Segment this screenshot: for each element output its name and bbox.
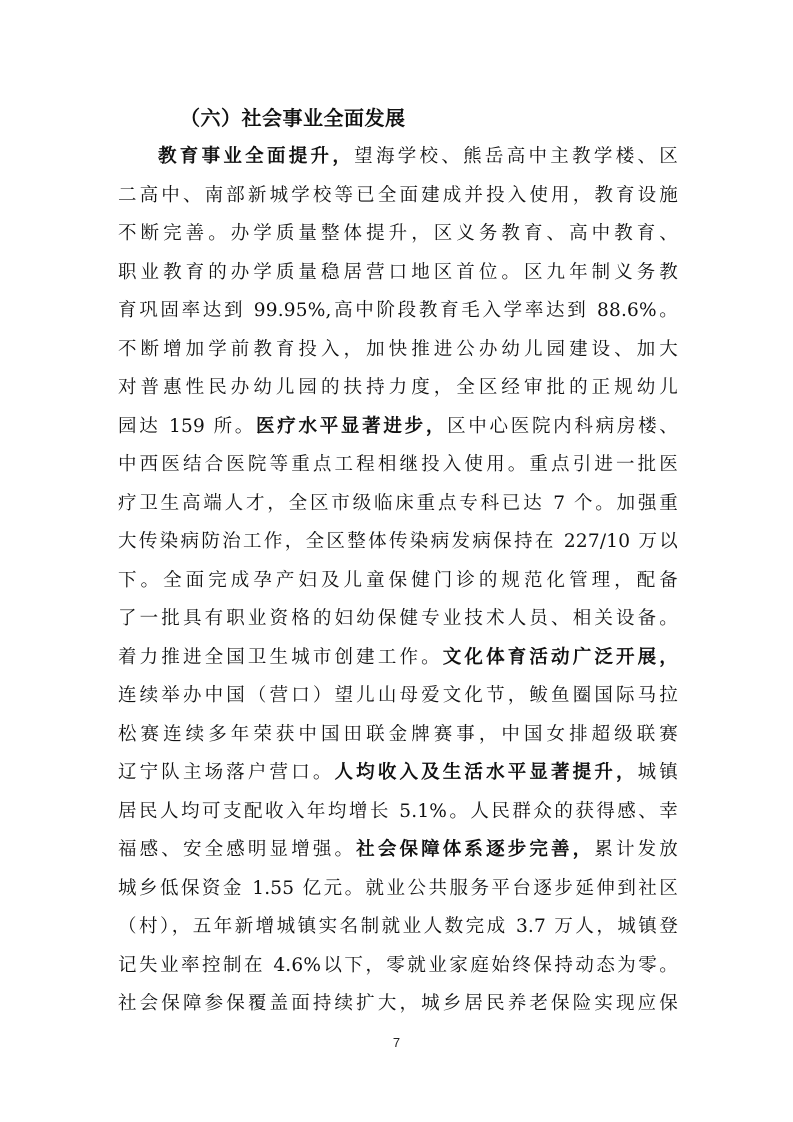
bold-phrase: 文化体育活动广泛开展，	[442, 646, 678, 668]
text-run: 居民人均可支配收入年均增长 5.1%。人民群众的获得感、幸	[118, 800, 678, 822]
text-run: 疗卫生高端人才，全区市级临床重点专科已达 7 个。加强重	[118, 492, 678, 514]
text-run: 松赛连续多年荣获中国田联金牌赛事，中国女排超级联赛	[118, 723, 678, 745]
text-line	[118, 947, 678, 986]
text-run: 城镇	[637, 762, 678, 783]
text-line	[118, 523, 678, 562]
body-paragraph	[118, 138, 678, 1024]
text-line	[118, 177, 678, 216]
page-number: 7	[392, 1035, 401, 1050]
bold-phrase: 人均收入及生活水平显著提升，	[334, 762, 638, 783]
text-line	[118, 639, 678, 678]
text-line	[118, 138, 678, 177]
text-run: 不断增加学前教育投入，加快推进公办幼儿园建设、加大	[118, 338, 678, 360]
text-line	[118, 600, 678, 639]
text-run: 福感、安全感明显增强。	[118, 839, 357, 860]
text-run: 累计发放	[594, 839, 678, 860]
text-line	[118, 408, 678, 447]
text-line	[118, 870, 678, 909]
bold-phrase: 社会保障体系逐步完善，	[356, 839, 595, 860]
text-run: 二高中、南部新城学校等已全面建成并投入使用，教育设施	[118, 184, 678, 206]
text-run: 城乡低保资金 1.55 亿元。就业公共服务平台逐步延伸到社区	[118, 877, 678, 899]
text-line	[118, 215, 678, 254]
text-line	[118, 716, 678, 755]
text-run: 连续举办中国（营口）望儿山母爱文化节，鲅鱼圈国际马拉	[118, 685, 678, 706]
text-run: 园达 159 所。	[118, 415, 257, 437]
text-run: 了一批具有职业资格的妇幼保健专业技术人员、相关设备。	[118, 608, 678, 629]
text-run: 育巩固率达到 99.95%,高中阶段教育毛入学率达到 88.6%。	[118, 300, 678, 321]
text-run: 区中心医院内科病房楼、	[447, 415, 679, 437]
text-run: 社会保障参保覆盖面持续扩大，城乡居民养老保险实现应保	[118, 993, 678, 1014]
text-run: 记失业率控制在 4.6%以下，零就业家庭始终保持动态为零。	[118, 954, 678, 976]
text-line	[118, 793, 678, 832]
text-run: 不断完善。办学质量整体提升，区义务教育、高中教育、	[118, 223, 678, 244]
text-run: （村），五年新增城镇实名制就业人数完成 3.7 万人，城镇登	[118, 916, 678, 937]
text-line	[118, 485, 678, 524]
text-run: 着力推进全国卫生城市创建工作。	[118, 646, 443, 668]
text-run: 中西医结合医院等重点工程相继投入使用。重点引进一批医	[118, 454, 678, 475]
text-run: 下。全面完成孕产妇及儿童保健门诊的规范化管理，配备	[118, 569, 678, 591]
text-run: 职业教育的办学质量稳居营口地区首位。区九年制义务教	[118, 261, 678, 283]
section-heading: （六）社会事业全面发展	[180, 106, 406, 130]
text-run: 大传染病防治工作，全区整体传染病发病保持在 227/10 万以	[118, 531, 678, 552]
text-run: 望海学校、熊岳高中主教学楼、区	[354, 146, 678, 167]
text-line	[118, 908, 678, 947]
text-line	[118, 369, 678, 408]
text-line	[118, 254, 678, 293]
text-line	[118, 985, 678, 1024]
text-run: 辽宁队主场落户营口。	[118, 762, 335, 783]
text-line	[118, 446, 678, 485]
text-line	[118, 562, 678, 601]
text-line	[118, 292, 678, 331]
bold-phrase: 教育事业全面提升，	[158, 146, 355, 167]
bold-phrase: 医疗水平显著进步，	[256, 415, 448, 437]
text-line	[118, 331, 678, 370]
text-run: 对普惠性民办幼儿园的扶持力度，全区经审批的正规幼儿	[118, 377, 678, 398]
text-line	[118, 831, 678, 870]
text-line	[118, 754, 678, 793]
text-line	[118, 677, 678, 716]
